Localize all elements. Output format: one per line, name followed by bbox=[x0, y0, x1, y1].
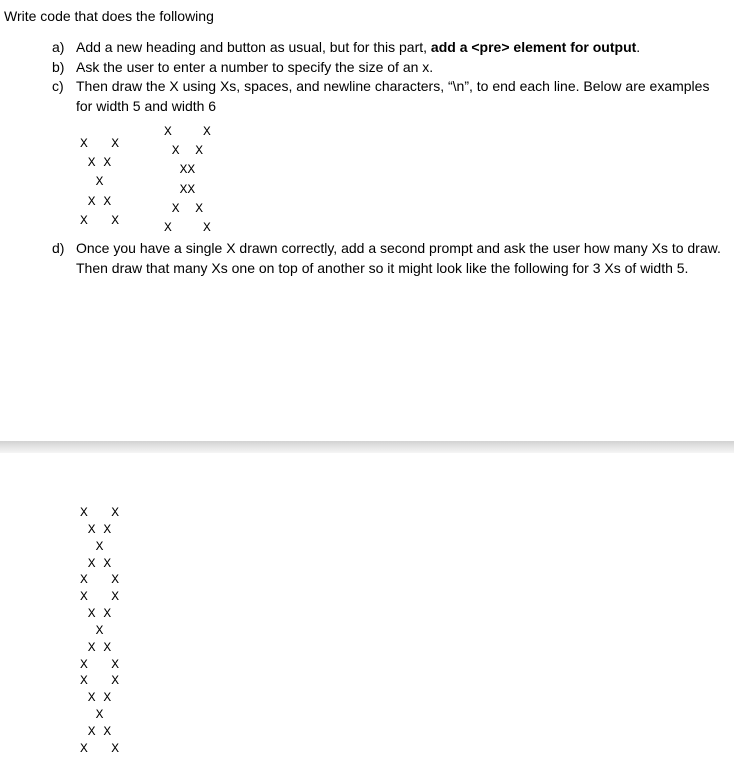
text-run: . bbox=[636, 39, 641, 55]
list-item-c bbox=[52, 77, 724, 116]
list-item-text bbox=[76, 38, 724, 58]
list-item-text: Once you have a single X drawn correctly, add a second prompt and ask the user how many Xs to draw. Then draw that many Xs one on top of another so it might look like the following for 3 Xs of width 5. bbox=[76, 240, 721, 276]
list-marker: d) bbox=[52, 240, 65, 256]
example-x-width-5: X X X X X X X X X bbox=[80, 136, 120, 228]
list-item-a bbox=[52, 38, 724, 58]
list-item-d bbox=[52, 239, 724, 278]
list-marker: b) bbox=[52, 59, 65, 75]
list-marker: a) bbox=[52, 39, 65, 55]
list-item-text: Then draw the X using Xs, spaces, and newline characters, “\n”, to end each line. Below are examples for width 5 and width 6 bbox=[76, 78, 710, 114]
list-item-b bbox=[52, 58, 724, 78]
example-stacked-xs: X X X X X X X X X X X X X X X X X X X X X X X X X X X bbox=[80, 505, 120, 756]
text-run: Add a new heading and button as usual, but for this part, bbox=[76, 39, 431, 55]
page-divider bbox=[0, 441, 734, 453]
bold-emphasis: add a <pre> element for output bbox=[430, 39, 637, 55]
list-marker: c) bbox=[52, 78, 64, 94]
list-item-text: Ask the user to enter a number to specify the size of an x. bbox=[76, 59, 434, 75]
intro-text: Write code that does the following bbox=[4, 8, 214, 24]
example-x-width-6: X X X X XX XX X X X X bbox=[164, 124, 211, 236]
